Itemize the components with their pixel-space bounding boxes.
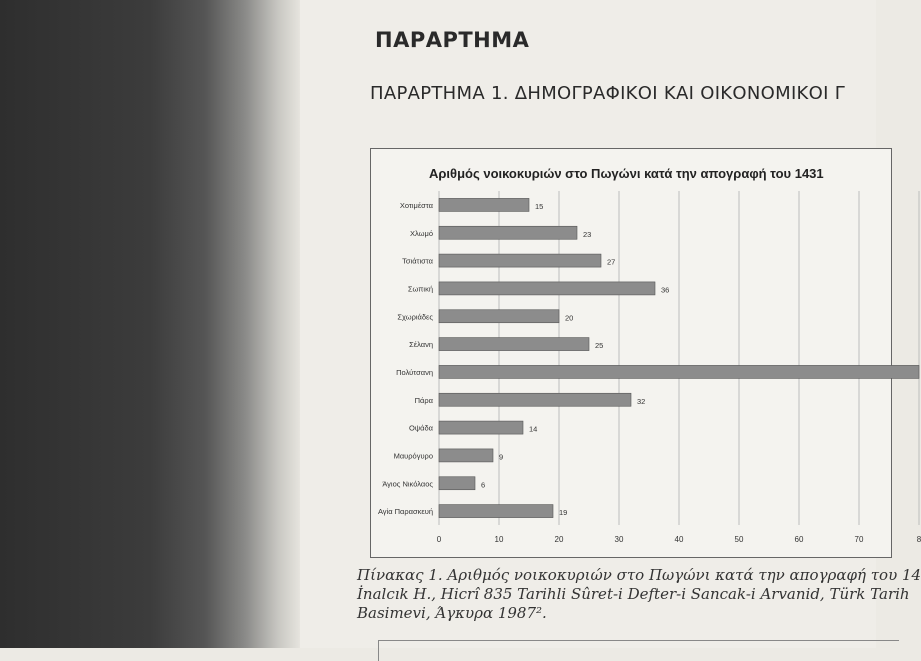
next-figure-frame xyxy=(378,640,899,661)
x-tick-label: 40 xyxy=(674,535,684,544)
category-label: Πάρα xyxy=(414,395,433,405)
category-label: Αγία Παρασκευή xyxy=(377,507,433,517)
bar xyxy=(439,198,529,211)
chart-gridlines xyxy=(439,191,919,525)
data-label: 20 xyxy=(565,313,574,323)
bar xyxy=(439,393,631,406)
bar xyxy=(439,338,589,351)
category-label: Πολύτσανη xyxy=(396,367,433,377)
category-label: Άγιος Νικόλαος xyxy=(382,479,433,489)
x-tick-label: 8 xyxy=(916,535,921,544)
data-label: 27 xyxy=(607,257,616,267)
x-tick-label: 10 xyxy=(494,535,504,544)
x-tick-label: 20 xyxy=(554,535,564,544)
caption-line: İnalcık H., Hicrî 835 Tarihli Sûret-i Defter-i Sancak-i Arvanid, Türk Tarih xyxy=(357,585,910,603)
chart-x-ticks xyxy=(437,535,921,544)
category-label: Μαυρόγυρο xyxy=(393,451,433,461)
caption-line: Πίνακας 1. Αριθμός νοικοκυριών στο Πωγώνι κατά την απογραφή του 14 xyxy=(357,566,921,584)
x-tick-label: 30 xyxy=(614,535,624,544)
bar xyxy=(439,421,523,434)
bar xyxy=(439,282,655,295)
book-binding-shadow xyxy=(0,0,300,648)
chart-data-labels xyxy=(481,202,669,517)
caption-line: Basimevi, Άγκυρα 1987². xyxy=(357,604,547,622)
category-label: Σχωριάδες xyxy=(397,312,433,322)
data-label: 9 xyxy=(499,452,504,462)
chart-title: Αριθμός νοικοκυριών στο Πωγώνι κατά την απογραφή του 1431 xyxy=(429,166,824,181)
households-bar-chart xyxy=(371,149,921,557)
section-title: ΠΑΡΑΡΤΗΜΑ xyxy=(375,28,530,52)
x-tick-label: 50 xyxy=(734,535,744,544)
category-label: Χοτιμέστα xyxy=(399,200,433,210)
category-label: Τσιάτιστα xyxy=(402,256,433,266)
category-label: Σωπική xyxy=(407,284,433,294)
data-label: 15 xyxy=(535,201,544,211)
subsection-title: ΠΑΡΑΡΤΗΜΑ 1. ΔΗΜΟΓΡΑΦΙΚΟΙ ΚΑΙ ΟΙΚΟΝΟΜΙΚΟΙ Γ xyxy=(370,83,846,104)
bar xyxy=(439,477,475,490)
data-label: 6 xyxy=(481,480,486,490)
chart-frame xyxy=(370,148,921,558)
bar xyxy=(439,505,553,518)
category-label: Χλωμό xyxy=(410,228,433,238)
bar xyxy=(439,310,559,323)
data-label: 32 xyxy=(637,396,646,406)
category-label: Σέλανη xyxy=(409,340,433,350)
bar xyxy=(439,365,919,378)
category-label: Οψάδα xyxy=(408,423,433,433)
data-label: 36 xyxy=(661,285,670,295)
bar xyxy=(439,226,577,239)
x-tick-label: 70 xyxy=(854,535,864,544)
data-label: 19 xyxy=(559,508,568,518)
bar xyxy=(439,254,601,267)
x-tick-label: 60 xyxy=(794,535,804,544)
data-label: 23 xyxy=(583,229,592,239)
chart-category-labels xyxy=(378,201,434,516)
x-tick-label: 0 xyxy=(436,535,442,544)
bar xyxy=(439,449,493,462)
table-caption xyxy=(357,566,921,623)
data-label: 14 xyxy=(529,424,538,434)
data-label: 25 xyxy=(595,341,604,351)
